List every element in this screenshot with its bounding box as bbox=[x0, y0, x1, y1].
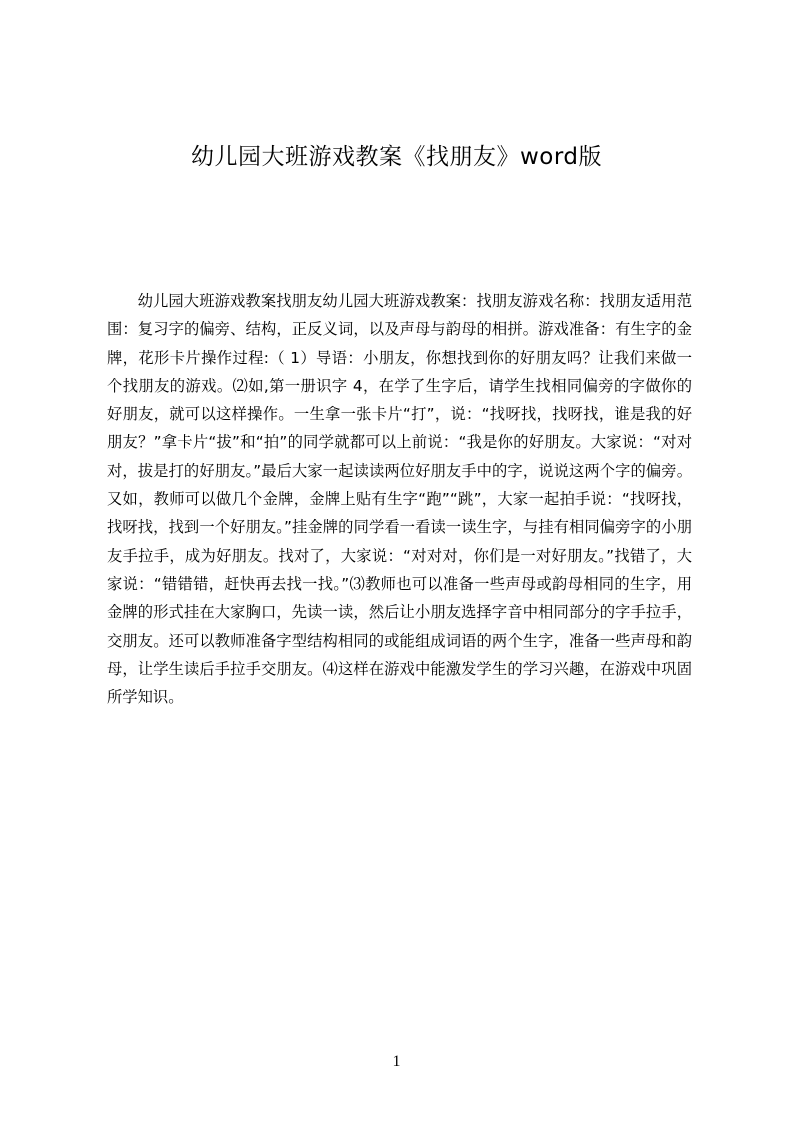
document-body-paragraph: 幼儿园大班游戏教案找朋友幼儿园大班游戏教案：找朋友游戏名称：找朋友适用范围：复习字的偏旁、结构，正反义词，以及声母与韵母的相拼。游戏准备：有生字的金牌，花形卡片操作过程:（ 1）导语：小朋友，你想找到你的好朋友吗？让我们来做一个找朋友的游戏。⑵如,第一册识字 4，在学了生字后，请学生找相同偏旁的字做你的好朋友，就可以这样操作。一生拿一张卡片“打”，说：“找呀找，找呀找，谁是我的好朋友？”拿卡片“拔”和“拍”的同学就都可以上前说：“我是你的好朋友。大家说：“对对对，拔是打的好朋友。”最后大家一起读读两位好朋友手中的字，说说这两个字的偏旁。又如，教师可以做几个金牌，金牌上贴有生字“跑”“跳”，大家一起拍手说：“找呀找，找呀找，找到一个好朋友。”挂金牌的同学看一看读一读生字，与挂有相同偏旁字的小朋友手拉手，成为好朋友。找对了，大家说：“对对对，你们是一对好朋友。”找错了，大家说：“错错错，赶快再去找一找。”⑶教师也可以准备一些声母或韵母相同的生字，用金牌的形式挂在大家胸口，先读一读，然后让小朋友选择字音中相同部分的字手拉手，交朋友。还可以教师准备字型结构相同的或能组成词语的两个生字，准备一些声母和韵母，让学生读后手拉手交朋友。⑷这样在游戏中能激发学生的学习兴趣，在游戏中巩固所学知识。 bbox=[107, 292, 692, 707]
page-number: 1 bbox=[392, 1053, 401, 1070]
document-title: 幼儿园大班游戏教案《找朋友》word版 bbox=[190, 144, 603, 170]
